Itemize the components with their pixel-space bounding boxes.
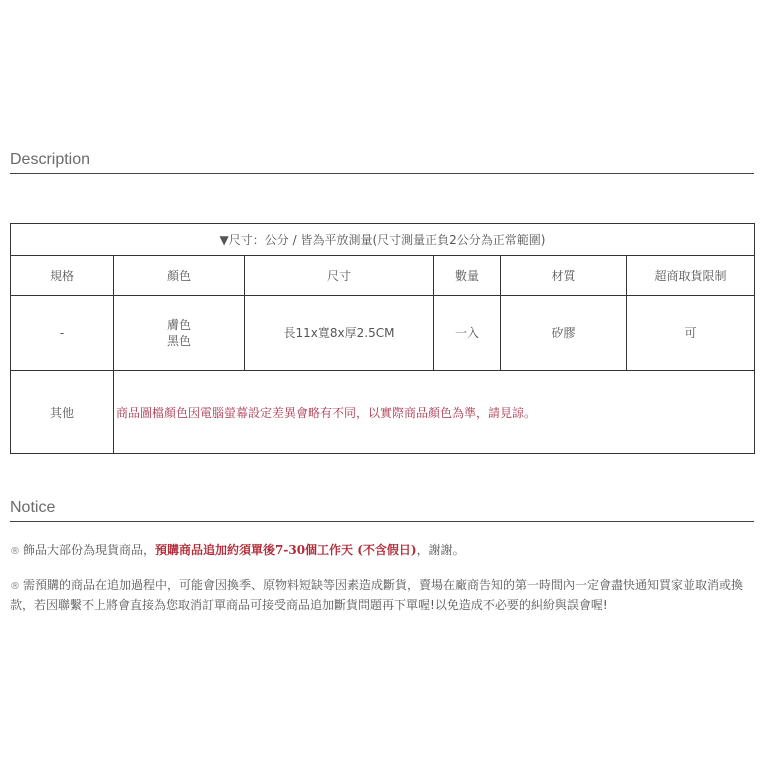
value-size: 長11x寬8x厚2.5CM: [245, 296, 434, 371]
header-color: 顏色: [114, 256, 245, 296]
notice-item-stockout: [10, 576, 754, 615]
header-material: 材質: [501, 256, 627, 296]
notice-item-preorder: [10, 541, 754, 561]
bullet-icon: ®: [10, 581, 20, 592]
value-color: [114, 296, 245, 371]
header-spec: 規格: [11, 256, 114, 296]
bullet-icon: ®: [10, 546, 20, 557]
value-color-1: 膚色: [166, 318, 191, 332]
value-color-2: 黑色: [166, 334, 191, 348]
header-quantity: 數量: [434, 256, 501, 296]
notice-item1-highlight: 預購商品追加約須單後7-30個工作天 (不含假日): [155, 543, 417, 557]
spec-title-row: [11, 224, 755, 256]
description-divider: [10, 173, 754, 174]
notice-item1-text: 飾品大部份為現貨商品，: [23, 543, 156, 557]
notice-heading: Notice: [10, 499, 56, 516]
notice-item2-text: 需預購的商品在追加過程中，可能會因換季、原物料短缺等因素造成斷貨，賣場在廠商告知的第一時間內一定會盡快通知買家並取消或換款，若因聯繫不上將會直接為您取消訂單商品可接受商品追加斷貨問題再下單喔!以免造成不必要的糾紛與誤會喔!: [10, 578, 744, 612]
other-note: 商品圖檔顏色因電腦螢幕設定差異會略有不同，以實際商品顏色為準，請見諒。: [114, 371, 755, 454]
value-spec: -: [11, 296, 114, 371]
spec-header-row: [11, 256, 755, 296]
header-size: 尺寸: [245, 256, 434, 296]
notice-item1-tail: ，謝謝。: [416, 543, 465, 557]
header-pickup-limit: 超商取貨限制: [627, 256, 755, 296]
value-pickup-limit: 可: [627, 296, 755, 371]
spec-other-row: [11, 371, 755, 454]
value-quantity: 一入: [434, 296, 501, 371]
value-material: 矽膠: [501, 296, 627, 371]
spec-table: [10, 223, 755, 454]
description-heading: Description: [10, 151, 91, 168]
spec-value-row: [11, 296, 755, 371]
other-label: 其他: [11, 371, 114, 454]
spec-title: ▼尺寸：公分 / 皆為平放測量(尺寸測量正負2公分為正常範圍): [11, 224, 755, 256]
notice-divider: [10, 521, 754, 522]
